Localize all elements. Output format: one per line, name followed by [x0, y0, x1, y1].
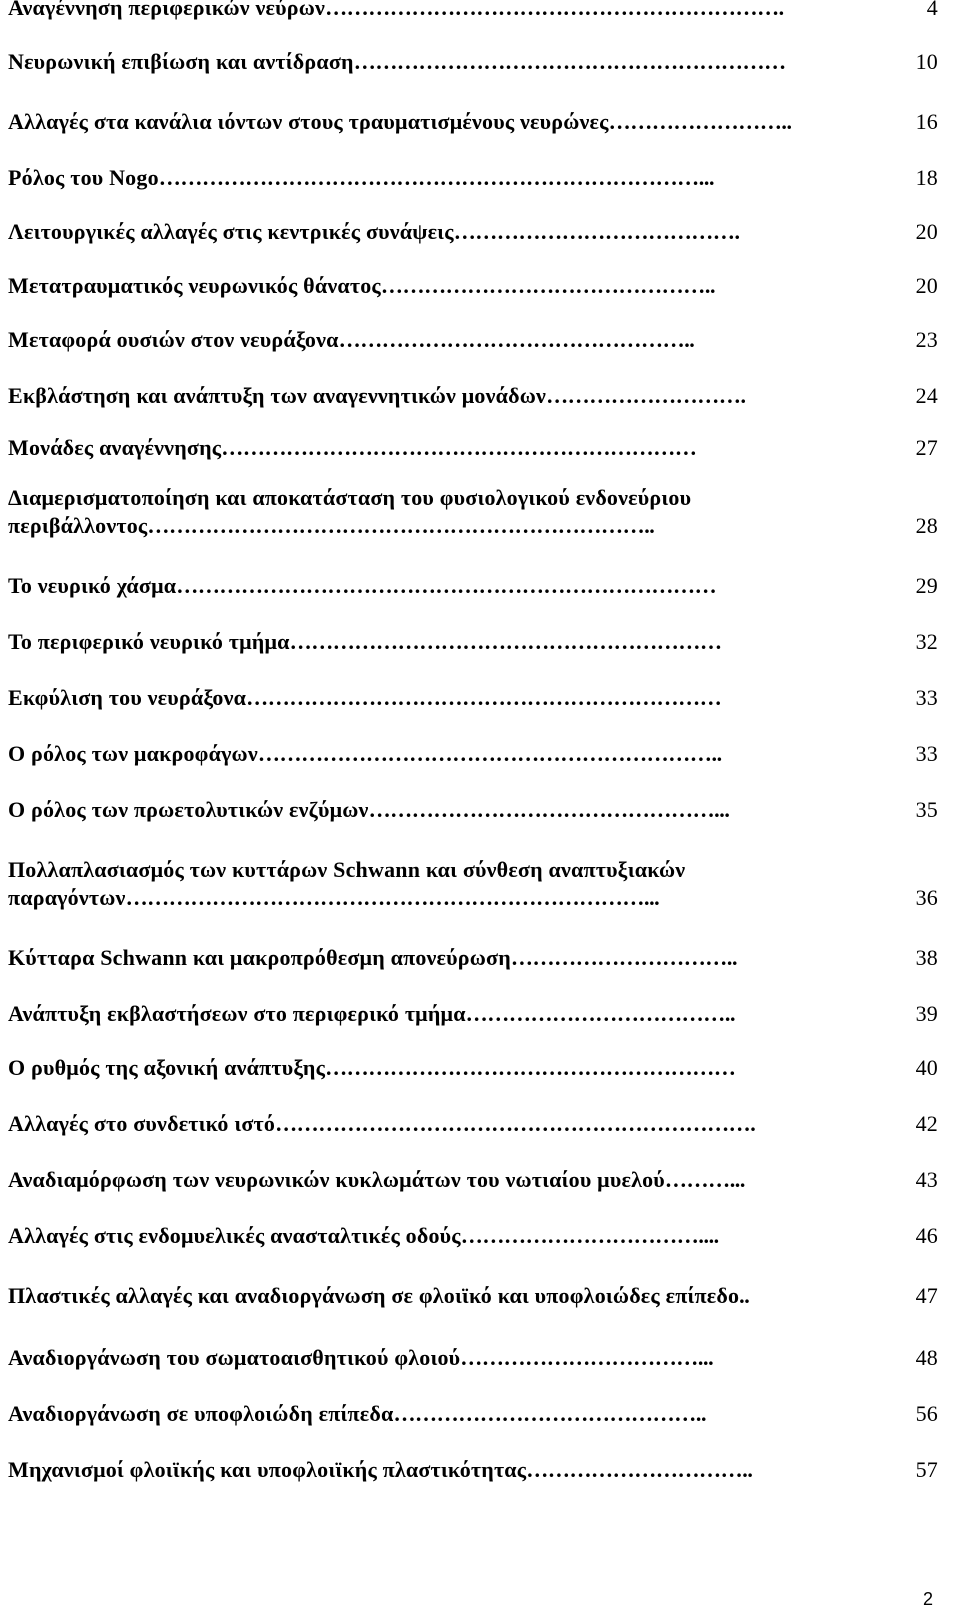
toc-entry-line: [8, 1344, 938, 1372]
toc-entry[interactable]: [8, 1166, 938, 1194]
toc-dot-leader: ……………………………………………………: [353, 49, 786, 74]
toc-entry-title: Εκβλάστηση και ανάπτυξη των αναγεννητικών μονάδων: [8, 383, 547, 408]
toc-entry-line: [8, 1400, 938, 1428]
toc-page-number: 23: [915, 327, 938, 352]
toc-page-number: 33: [915, 685, 938, 710]
toc-dot-leader: ……………………..: [608, 109, 792, 134]
toc-dot-leader: ………...: [664, 1167, 745, 1192]
toc-page-number: 4: [926, 0, 938, 20]
toc-entry-line: [8, 1000, 938, 1028]
toc-dot-leader: ……………………………………..: [393, 1401, 707, 1426]
toc-entry[interactable]: [8, 164, 938, 192]
toc-entry[interactable]: [8, 1054, 938, 1082]
toc-entry-title: Κύτταρα Schwann και μακροπρόθεσμη απονεύρωση: [8, 945, 511, 970]
toc-entry-line: [8, 1456, 938, 1484]
toc-entry[interactable]: [8, 1456, 938, 1484]
toc-entry-title: Λειτουργικές αλλαγές στις κεντρικές συνάψεις: [8, 219, 454, 244]
toc-entry-line: [8, 796, 938, 824]
toc-dot-leader: ………………………………………..: [380, 273, 716, 298]
toc-page-number: 56: [915, 1401, 938, 1426]
toc-entry[interactable]: [8, 684, 938, 712]
toc-entry-line: [8, 740, 938, 768]
toc-dot-leader: ………………………………………………………….: [275, 1111, 756, 1136]
toc-entry-title: Μηχανισμοί φλοιϊκής και υποφλοιϊκής πλαστικότητας: [8, 1457, 527, 1482]
toc-page-number: 48: [915, 1345, 938, 1370]
toc-page-number: 43: [915, 1167, 938, 1192]
toc-entry-title: Μεταφορά ουσιών στον νευράξονα: [8, 327, 339, 352]
toc-entry[interactable]: [8, 48, 938, 76]
toc-entry-line: [8, 1110, 938, 1138]
toc-entry[interactable]: [8, 108, 938, 136]
toc-page-number: 47: [915, 1283, 938, 1308]
toc-dot-leader: ……………………………………………………: [289, 629, 722, 654]
toc-entry-line: [8, 1054, 938, 1082]
toc-page-number: 39: [915, 1001, 938, 1026]
toc-entry[interactable]: [8, 856, 938, 912]
toc-entry[interactable]: [8, 1110, 938, 1138]
toc-entry-title: Εκφύλιση του νευράξονα: [8, 685, 247, 710]
toc-page-number: 38: [915, 945, 938, 970]
toc-page-number: 28: [915, 513, 938, 538]
toc-page-number: 24: [915, 383, 938, 408]
toc-dot-leader: ………………………………………………………………...: [125, 885, 660, 910]
toc-entry-line: [8, 628, 938, 656]
toc-dot-leader: ……………………………………………………………..: [147, 513, 655, 538]
toc-page-number: 32: [915, 629, 938, 654]
toc-entry-line: [8, 1282, 938, 1310]
toc-page-number: 27: [915, 435, 938, 460]
toc-entry-line: [8, 512, 938, 540]
toc-dot-leader: ……………………….: [546, 383, 746, 408]
toc-page-number: 42: [915, 1111, 938, 1136]
toc-page-number: 46: [915, 1223, 938, 1248]
toc-entry[interactable]: [8, 796, 938, 824]
toc-dot-leader: ………………………………….: [453, 219, 740, 244]
toc-entry-line: [8, 108, 938, 136]
toc-dot-leader: …………………………………………..: [338, 327, 695, 352]
toc-entry-line: [8, 684, 938, 712]
toc-dot-leader: ……………………………....: [460, 1223, 719, 1248]
toc-entry[interactable]: [8, 0, 938, 22]
toc-entry[interactable]: [8, 944, 938, 972]
toc-page-number: 29: [915, 573, 938, 598]
toc-entry[interactable]: [8, 572, 938, 600]
toc-entry-title: Διαμερισματοποίηση και αποκατάσταση του φυσιολογικού ενδονεύριου: [8, 485, 692, 510]
toc-entry[interactable]: [8, 218, 938, 246]
toc-entry-title: Ανάπτυξη εκβλαστήσεων στο περιφερικό τμήμα: [8, 1001, 466, 1026]
toc-dot-leader: ……………………………………………………….: [325, 0, 784, 20]
toc-entry[interactable]: [8, 434, 938, 462]
toc-entry-line: [8, 572, 938, 600]
toc-entry[interactable]: [8, 272, 938, 300]
toc-entry[interactable]: [8, 1222, 938, 1250]
toc-dot-leader: …………………………………………………………………...: [158, 165, 715, 190]
toc-entry-title-continuation: παραγόντων: [8, 885, 126, 910]
toc-dot-leader: …………………………………………………………: [246, 685, 722, 710]
toc-page-number: 35: [915, 797, 938, 822]
toc-entry-line: [8, 1166, 938, 1194]
toc-entry-title: Νευρωνική επιβίωση και αντίδραση: [8, 49, 354, 74]
toc-entry[interactable]: [8, 1282, 938, 1310]
toc-entry-title: Ο ρόλος των πρωετολυτικών ενζύμων: [8, 797, 369, 822]
toc-entry[interactable]: [8, 1344, 938, 1372]
toc-entry-title: Ρόλος του Nogo: [8, 165, 159, 190]
toc-dot-leader: ………………………………………………………..: [257, 741, 722, 766]
toc-entry-line: [8, 0, 938, 22]
toc-dot-leader: …………………………………………………: [325, 1055, 736, 1080]
toc-page-number: 33: [915, 741, 938, 766]
toc-entry[interactable]: [8, 1000, 938, 1028]
page-number: 2: [922, 1589, 933, 1609]
toc-entry-title: Ο ρόλος των μακροφάγων: [8, 741, 258, 766]
toc-dot-leader: ..: [739, 1283, 750, 1308]
toc-dot-leader: …………………………..: [526, 1457, 753, 1482]
toc-entry-line: [8, 164, 938, 192]
toc-entry[interactable]: [8, 628, 938, 656]
toc-entry[interactable]: [8, 382, 938, 410]
toc-page-number: 40: [915, 1055, 938, 1080]
toc-entry-title: Το νευρικό χάσμα: [8, 573, 177, 598]
toc-entry-title: Αλλαγές στα κανάλια ιόντων στους τραυματισμένους νευρώνες: [8, 109, 609, 134]
toc-entry-title: Μετατραυματικός νευρωνικός θάνατος: [8, 273, 381, 298]
toc-entry-title: Μονάδες αναγέννησης: [8, 435, 222, 460]
toc-dot-leader: …………………………………………………………: [221, 435, 697, 460]
toc-entry-title: Αναγέννηση περιφερικών νεύρων: [8, 0, 326, 20]
toc-page-number: 20: [915, 273, 938, 298]
toc-dot-leader: …………………………………………...: [368, 797, 730, 822]
toc-page-number: 10: [915, 49, 938, 74]
toc-entry-line: [8, 1222, 938, 1250]
toc-dot-leader: …………………………..: [510, 945, 738, 970]
toc-dot-leader: ………………………………..: [465, 1001, 736, 1026]
toc-entry-title: Το περιφερικό νευρικό τμήμα: [8, 629, 290, 654]
toc-page-number: 16: [915, 109, 938, 134]
toc-entry-line: [8, 218, 938, 246]
toc-entry-title: Αναδιαμόρφωση των νευρωνικών κυκλωμάτων του νωτιαίου μυελού: [8, 1167, 665, 1192]
toc-page-number: 18: [915, 165, 938, 190]
toc-entry-title: Αναδιοργάνωση σε υποφλοιώδη επίπεδα: [8, 1401, 394, 1426]
toc-entry-title-continuation: περιβάλλοντος: [8, 513, 148, 538]
toc-entry-title: Πλαστικές αλλαγές και αναδιοργάνωση σε φλοιϊκό και υποφλοιώδες επίπεδο: [8, 1283, 740, 1308]
toc-entry[interactable]: [8, 740, 938, 768]
toc-entry-line: [8, 48, 938, 76]
toc-entry-title: Αλλαγές στο συνδετικό ιστό: [8, 1111, 276, 1136]
toc-page-number: 57: [915, 1457, 938, 1482]
toc-entry[interactable]: [8, 1400, 938, 1428]
toc-entry-title: Πολλαπλασιασμός των κυττάρων Schwann και σύνθεση αναπτυξιακών: [8, 857, 686, 882]
toc-entry-line: [8, 944, 938, 972]
toc-entry[interactable]: [8, 326, 938, 354]
toc-entry-line: [8, 326, 938, 354]
toc-entry-line: [8, 272, 938, 300]
toc-entry-line: [8, 884, 938, 912]
toc-entry-line: [8, 434, 938, 462]
toc-entry-title: Αναδιοργάνωση του σωματοαισθητικού φλοιού: [8, 1345, 461, 1370]
toc-entry-title: Αλλαγές στις ενδομυελικές ανασταλτικές οδούς: [8, 1223, 461, 1248]
toc-entry-line: [8, 382, 938, 410]
toc-entry-title: Ο ρυθμός της αξονική ανάπτυξης: [8, 1055, 326, 1080]
toc-entry[interactable]: [8, 484, 938, 540]
toc-page-number: 36: [915, 885, 938, 910]
toc-dot-leader: ……………………………...: [460, 1345, 714, 1370]
toc-dot-leader: …………………………………………………………………: [176, 573, 717, 598]
toc-page-number: 20: [915, 219, 938, 244]
